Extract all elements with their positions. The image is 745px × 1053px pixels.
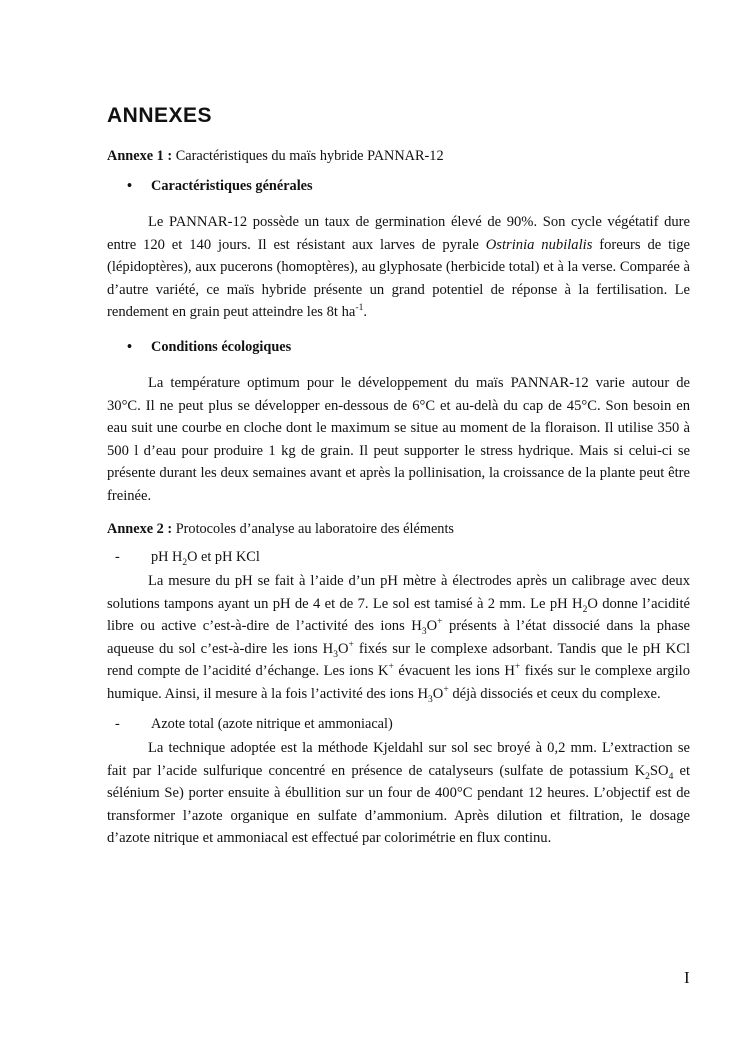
section-heading-ecological [127, 339, 291, 356]
paragraph-text: O [432, 685, 444, 702]
paragraph-nitrogen [107, 737, 690, 850]
item-heading-nitrogen [115, 716, 393, 733]
paragraph-text: . [363, 304, 367, 321]
paragraph-text: O [337, 640, 349, 657]
superscript: + [437, 617, 443, 628]
annexe-1-text: Caractéristiques du maïs hybride PANNAR-12 [175, 148, 444, 164]
subscript: 3 [428, 694, 433, 705]
superscript: + [443, 685, 449, 696]
section-title: Conditions écologiques [151, 339, 292, 355]
annexe-2-label: Annexe 2 : [107, 521, 173, 537]
superscript: -1 [355, 303, 364, 314]
item-title: Azote total (azote nitrique et ammoniacal) [151, 716, 393, 732]
paragraph-general [107, 211, 690, 324]
section-heading-general [127, 178, 313, 195]
paragraph-text: O [426, 618, 438, 635]
bullet-icon: • [127, 178, 133, 194]
annexe-2-title [107, 518, 690, 541]
paragraph-text: La température optimum pour le développement du maïs PANNAR-12 varie autour de 30°C. Il ne peut plus se développer en-dessous de 6°C et au-delà du cap de 45°C. Son besoin en eau suit une courbe en cloche dont le maximum se situe au moment de la floraison. Il utilise 350 à 500 l d’eau pour produire 1 kg de grain. Il peut supporter le stress hydrique. Mais si celui-ci se présente durant les deux semaines avant et après la pollinisation, la croissance de la plante peut être freinée. [107, 375, 690, 504]
paragraph-text: évacuent les ions H [393, 663, 515, 680]
paragraph-text: déjà dissociés et ceux du complexe. [448, 685, 661, 702]
superscript: + [348, 639, 354, 650]
item-heading-ph [115, 549, 260, 566]
paragraph-text: présents à l’état dissocié dans la phase aqueuse du sol c’est-à-dire les ions H [107, 618, 690, 657]
dash-marker: - [115, 549, 120, 565]
species-name: Ostrinia nubilalis [485, 236, 593, 253]
subscript: 2 [645, 771, 650, 782]
subscript: 3 [333, 649, 338, 660]
annexe-1-title [107, 145, 690, 168]
page-heading: ANNEXES [107, 104, 213, 127]
paragraph-text: et sélénium Se) porter ensuite à ébullition sur un four de 400°C pendant 12 heures. L’objectif est de transformer l’azote organique en sulfate d’ammonium. Après dilution et filtration, le dosage d’azote nitrique et ammoniacal est effectué par colorimétrie en flux continu. [107, 762, 690, 847]
subscript: 2 [182, 557, 188, 568]
paragraph-text: fixés sur le complexe argilo humique. Ainsi, il mesure à la fois l’activité des ions H [107, 663, 690, 702]
paragraph-ph [107, 570, 690, 706]
paragraph-text: fixés sur le complexe adsorbant. Tandis que le pH KCl rend compte de l’acidité d’échange. Les ions K [107, 640, 690, 680]
paragraph-text: O donne l’acidité libre ou active c’est-à-dire de l’activité des ions H [107, 595, 690, 635]
bullet-icon: • [127, 339, 133, 355]
paragraph-text: Le PANNAR-12 possède un taux de germination élevé de 90%. Son cycle végétatif dure entre 120 et 140 jours. Il est résistant aux larves de pyrale [107, 214, 690, 253]
superscript: + [388, 662, 394, 673]
paragraph-text: SO [649, 762, 669, 779]
annexe-1-label: Annexe 1 : [107, 148, 173, 164]
subscript: 4 [668, 771, 674, 782]
item-title: O et pH KCl [187, 549, 260, 565]
section-title: Caractéristiques générales [151, 178, 313, 194]
superscript: + [514, 662, 521, 673]
paragraph-text: foreurs de tige (lépidoptères), aux pucerons (homoptères), au glyphosate (herbicide total) et à la verse. Comparée à d’autre variété, ce maïs hybride présente un grand potentiel de réponse à la fertilisation. Le rendement en grain peut atteindre les 8t ha [107, 236, 691, 321]
subscript: 3 [421, 627, 427, 638]
item-title: pH H [151, 549, 183, 565]
paragraph-ecological [107, 372, 690, 508]
paragraph-text: La mesure du pH se fait à l’aide d’un pH mètre à électrodes après un calibrage avec deux solutions tampons ayant un pH de 4 et de 7. Le sol est tamisé à 2 mm. Le pH H [107, 573, 690, 612]
annexe-2-text: Protocoles d’analyse au laboratoire des éléments [175, 521, 454, 537]
dash-marker: - [115, 716, 120, 732]
page-number: I [684, 968, 690, 987]
subscript: 2 [582, 604, 588, 615]
paragraph-text: La technique adoptée est la méthode Kjeldahl sur sol sec broyé à 0,2 mm. L’extraction se fait par l’acide sulfurique concentré en présence de catalyseurs (sulfate de potassium K [107, 740, 690, 779]
